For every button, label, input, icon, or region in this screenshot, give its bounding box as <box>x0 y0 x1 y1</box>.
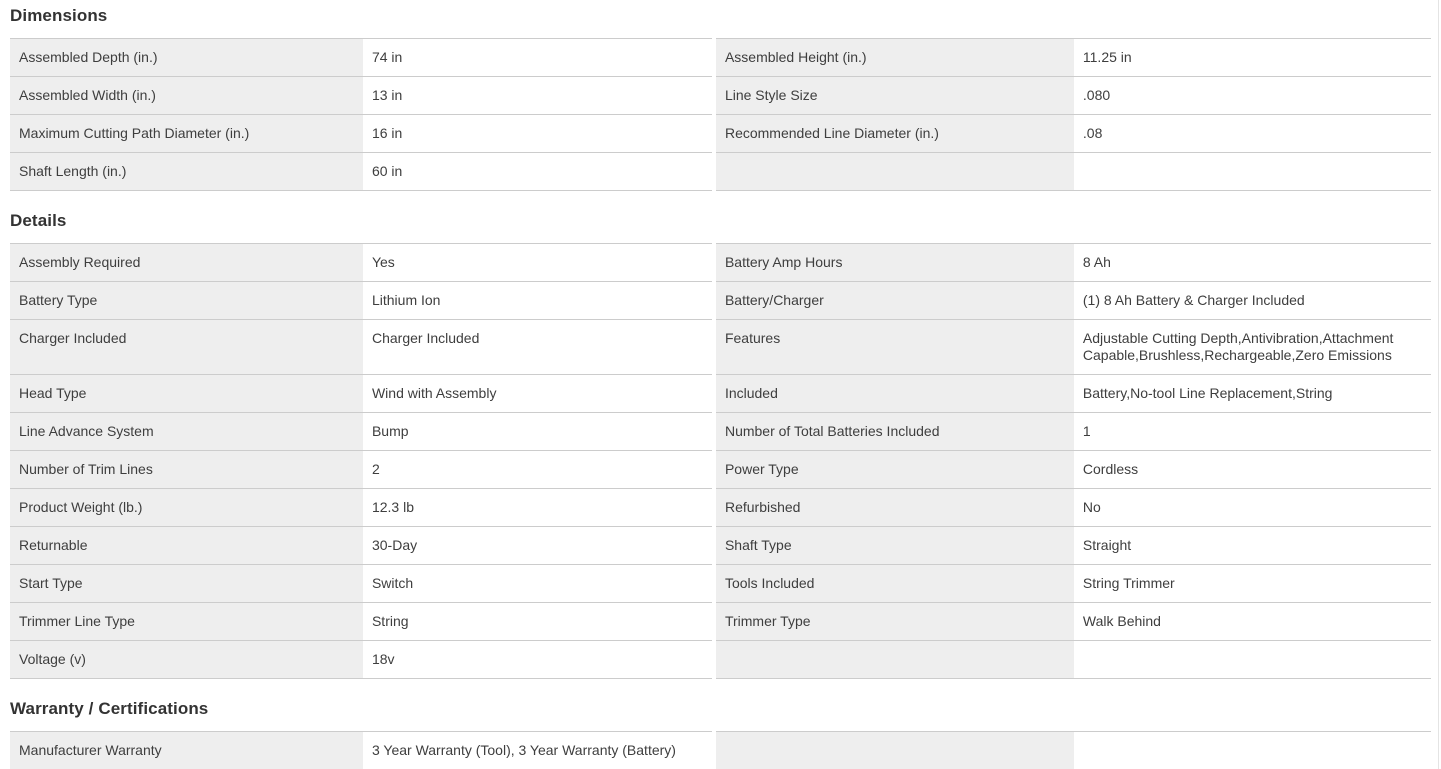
spec-value: Yes <box>363 243 712 282</box>
spec-label: Manufacturer Warranty <box>10 731 363 769</box>
spec-value: 1 <box>1074 413 1431 451</box>
spec-row <box>10 320 1431 375</box>
spec-row <box>10 282 1431 320</box>
spec-row <box>10 489 1431 527</box>
spec-label: Included <box>716 375 1074 413</box>
spec-label: Charger Included <box>10 320 363 375</box>
spec-value: Bump <box>363 413 712 451</box>
spec-value: Walk Behind <box>1074 603 1431 641</box>
spec-value: 13 in <box>363 77 712 115</box>
spec-label: Battery Type <box>10 282 363 320</box>
spec-value: Battery,No-tool Line Replacement,String <box>1074 375 1431 413</box>
spec-row <box>10 38 1431 77</box>
spec-label: Power Type <box>716 451 1074 489</box>
spec-table <box>10 38 1431 191</box>
spec-label <box>716 731 1074 769</box>
spec-value: Straight <box>1074 527 1431 565</box>
spec-table <box>10 731 1431 769</box>
spec-row <box>10 153 1431 191</box>
spec-label: Number of Total Batteries Included <box>716 413 1074 451</box>
spec-label: Shaft Type <box>716 527 1074 565</box>
spec-label: Line Style Size <box>716 77 1074 115</box>
spec-value: Switch <box>363 565 712 603</box>
spec-value: No <box>1074 489 1431 527</box>
spec-value: Wind with Assembly <box>363 375 712 413</box>
spec-row <box>10 115 1431 153</box>
section-title: Warranty / Certifications <box>10 699 209 718</box>
spec-label: Assembled Width (in.) <box>10 77 363 115</box>
spec-label: Refurbished <box>716 489 1074 527</box>
spec-value <box>1074 731 1431 769</box>
spec-label: Features <box>716 320 1074 375</box>
spec-label <box>716 641 1074 679</box>
spec-row <box>10 731 1431 769</box>
spec-value: .080 <box>1074 77 1431 115</box>
spec-value: 8 Ah <box>1074 243 1431 282</box>
spec-label: Head Type <box>10 375 363 413</box>
section-title: Details <box>10 211 67 230</box>
spec-row <box>10 413 1431 451</box>
spec-label: Voltage (v) <box>10 641 363 679</box>
spec-value: Cordless <box>1074 451 1431 489</box>
spec-label: Trimmer Line Type <box>10 603 363 641</box>
spec-value: Charger Included <box>363 320 712 375</box>
spec-value: 2 <box>363 451 712 489</box>
spec-row <box>10 375 1431 413</box>
spec-row <box>10 243 1431 282</box>
spec-row <box>10 451 1431 489</box>
section-details <box>10 211 1431 679</box>
spec-table-body <box>10 243 1431 679</box>
spec-table <box>10 243 1431 679</box>
spec-value: 74 in <box>363 38 712 77</box>
spec-table-body <box>10 731 1431 769</box>
spec-label: Tools Included <box>716 565 1074 603</box>
spec-label: Maximum Cutting Path Diameter (in.) <box>10 115 363 153</box>
spec-label: Line Advance System <box>10 413 363 451</box>
spec-label: Number of Trim Lines <box>10 451 363 489</box>
spec-label <box>716 153 1074 191</box>
spec-value <box>1074 153 1431 191</box>
spec-label: Shaft Length (in.) <box>10 153 363 191</box>
spec-label: Assembly Required <box>10 243 363 282</box>
spec-label: Battery/Charger <box>716 282 1074 320</box>
page-right-edge-line <box>1438 0 1439 769</box>
spec-value: 18v <box>363 641 712 679</box>
spec-value: 3 Year Warranty (Tool), 3 Year Warranty (Battery) <box>363 731 712 769</box>
spec-value: Lithium Ion <box>363 282 712 320</box>
spec-value: String <box>363 603 712 641</box>
spec-label: Battery Amp Hours <box>716 243 1074 282</box>
section-title: Dimensions <box>10 6 108 25</box>
spec-value: 16 in <box>363 115 712 153</box>
spec-label: Assembled Depth (in.) <box>10 38 363 77</box>
spec-row <box>10 77 1431 115</box>
spec-label: Product Weight (lb.) <box>10 489 363 527</box>
spec-value: 11.25 in <box>1074 38 1431 77</box>
spec-value: .08 <box>1074 115 1431 153</box>
spec-label: Assembled Height (in.) <box>716 38 1074 77</box>
spec-row <box>10 603 1431 641</box>
spec-label: Start Type <box>10 565 363 603</box>
spec-row <box>10 527 1431 565</box>
spec-value: (1) 8 Ah Battery & Charger Included <box>1074 282 1431 320</box>
spec-label: Trimmer Type <box>716 603 1074 641</box>
spec-label: Returnable <box>10 527 363 565</box>
section-warranty-certifications <box>10 699 1431 769</box>
spec-row <box>10 641 1431 679</box>
spec-row <box>10 565 1431 603</box>
spec-value: Adjustable Cutting Depth,Antivibration,Attachment Capable,Brushless,Rechargeable,Zero Emissions <box>1074 320 1431 375</box>
spec-value: 30-Day <box>363 527 712 565</box>
spec-value: 12.3 lb <box>363 489 712 527</box>
spec-value <box>1074 641 1431 679</box>
spec-value: 60 in <box>363 153 712 191</box>
spec-label: Recommended Line Diameter (in.) <box>716 115 1074 153</box>
section-dimensions <box>10 6 1431 191</box>
spec-value: String Trimmer <box>1074 565 1431 603</box>
spec-table-body <box>10 38 1431 191</box>
